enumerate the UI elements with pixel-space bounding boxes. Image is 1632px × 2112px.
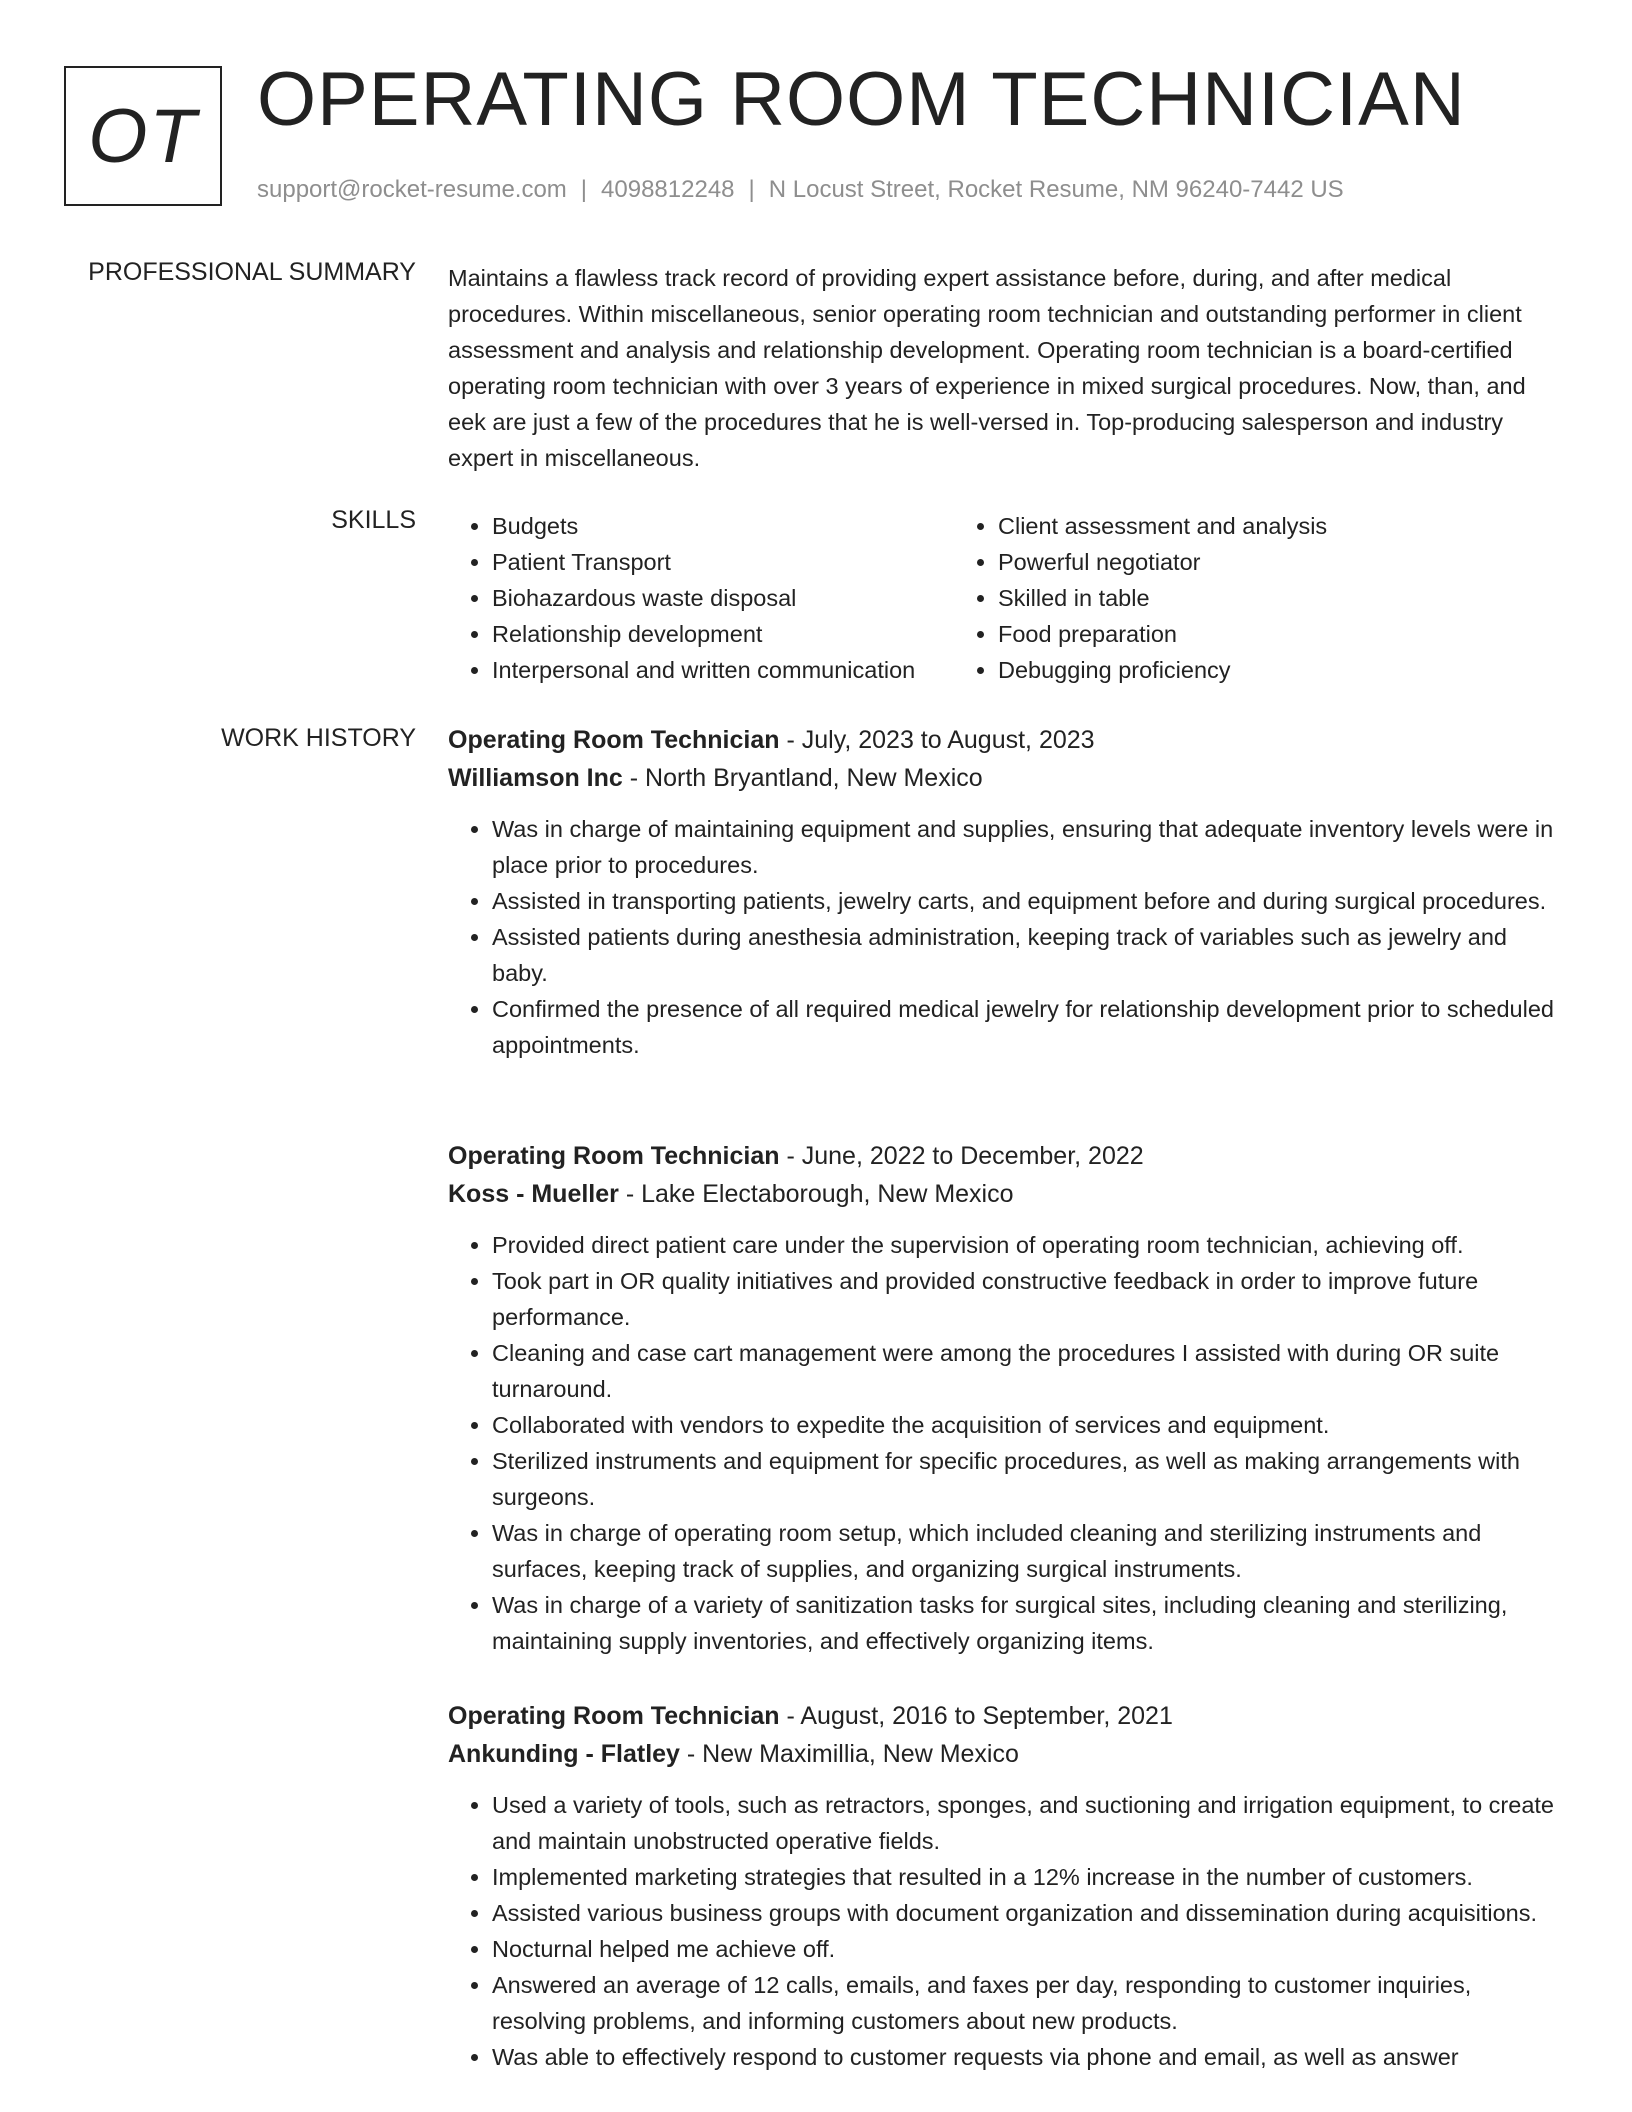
job-location: - Lake Electaborough, New Mexico xyxy=(618,1180,1014,1208)
job-bullet: • Was in charge of a variety of sanitization tasks for surgical sites, including cleaning and sterilizing, maintaining supply inventories, and effectively organizing items. xyxy=(492,1587,1558,1659)
job-bullet: • Cleaning and case cart management were among the procedures I assisted with during OR suite turnaround. xyxy=(492,1335,1558,1407)
job-company-line xyxy=(448,1175,1558,1213)
contact-email[interactable]: support@rocket-resume.com xyxy=(257,176,567,203)
skill-item: • Interpersonal and written communication xyxy=(492,652,954,688)
job-entry xyxy=(448,1137,1558,1659)
job-company: Williamson Inc xyxy=(448,764,623,792)
section-label-summary: PROFESSIONAL SUMMARY xyxy=(88,258,416,286)
job-bullet: • Sterilized instruments and equipment for specific procedures, as well as making arrangements with surgeons. xyxy=(492,1443,1558,1515)
job-bullet: • Assisted in transporting patients, jewelry carts, and equipment before and during surgical procedures. xyxy=(492,883,1558,919)
job-bullets xyxy=(448,811,1558,1063)
job-bullet: • Implemented marketing strategies that resulted in a 12% increase in the number of customers. xyxy=(492,1859,1558,1895)
job-dates: - August, 2016 to September, 2021 xyxy=(779,1702,1173,1730)
skill-item: • Client assessment and analysis xyxy=(998,508,1514,544)
skill-item: • Food preparation xyxy=(998,616,1514,652)
contact-separator: | xyxy=(580,176,588,203)
job-bullets xyxy=(448,1227,1558,1659)
job-title: Operating Room Technician xyxy=(448,1142,780,1170)
skill-item: • Budgets xyxy=(492,508,954,544)
job-dates: - June, 2022 to December, 2022 xyxy=(779,1142,1144,1170)
job-title-line xyxy=(448,1137,1558,1175)
monogram-initials: OT xyxy=(88,93,198,179)
job-title: Operating Room Technician xyxy=(448,726,780,754)
monogram-box xyxy=(64,66,222,206)
job-company: Ankunding - Flatley xyxy=(448,1740,680,1768)
job-bullet: • Was in charge of maintaining equipment and supplies, ensuring that adequate inventory levels were in place prior to procedures. xyxy=(492,811,1558,883)
job-entry xyxy=(448,1697,1558,2075)
job-company: Koss - Mueller xyxy=(448,1180,619,1208)
summary-text: Maintains a flawless track record of providing expert assistance before, during, and after medical procedures. Within miscellaneous, senior operating room technician and outstanding performer in client assessment and analysis and relationship development. Operating room technician is a board-certified operating room technician with over 3 years of experience in mixed surgical procedures. Now, than, and eek are just a few of the procedures that he is well-versed in. Top-producing salesperson and industry expert in miscellaneous. xyxy=(448,265,1526,471)
contact-address: N Locust Street, Rocket Resume, NM 96240-7442 US xyxy=(768,176,1344,203)
job-company-line xyxy=(448,1735,1558,1773)
contact-line xyxy=(257,176,1344,204)
job-bullet: • Answered an average of 12 calls, emails, and faxes per day, responding to customer inquiries, resolving problems, and informing customers about new products. xyxy=(492,1967,1558,2039)
skill-item: • Relationship development xyxy=(492,616,954,652)
contact-phone[interactable]: 4098812248 xyxy=(601,176,735,203)
job-bullet: • Confirmed the presence of all required medical jewelry for relationship development prior to scheduled appointments. xyxy=(492,991,1558,1063)
job-location: - New Maximillia, New Mexico xyxy=(679,1740,1019,1768)
job-bullet: • Assisted patients during anesthesia administration, keeping track of variables such as jewelry and baby. xyxy=(492,919,1558,991)
section-label-skills: SKILLS xyxy=(331,506,416,534)
resume-title: OPERATING ROOM TECHNICIAN xyxy=(257,57,1466,142)
job-bullet: • Was able to effectively respond to customer requests via phone and email, as well as answer xyxy=(492,2039,1558,2075)
job-bullet: • Used a variety of tools, such as retractors, sponges, and suctioning and irrigation equipment, to create and maintain unobstructed operative fields. xyxy=(492,1787,1558,1859)
skill-item: • Skilled in table xyxy=(998,580,1514,616)
job-bullets xyxy=(448,1787,1558,2075)
skill-item: • Patient Transport xyxy=(492,544,954,580)
job-bullet: • Assisted various business groups with document organization and dissemination during acquisitions. xyxy=(492,1895,1558,1931)
job-dates: - July, 2023 to August, 2023 xyxy=(779,726,1095,754)
job-title-line xyxy=(448,1697,1558,1735)
skill-item: • Debugging proficiency xyxy=(998,652,1514,688)
job-title: Operating Room Technician xyxy=(448,1702,780,1730)
job-entry xyxy=(448,721,1558,1063)
section-label-work-history: WORK HISTORY xyxy=(221,724,416,752)
skill-item: • Powerful negotiator xyxy=(998,544,1514,580)
skill-item: • Biohazardous waste disposal xyxy=(492,580,954,616)
skills-column-2 xyxy=(954,508,1514,688)
skills-column-1 xyxy=(448,508,954,688)
job-bullet: • Collaborated with vendors to expedite the acquisition of services and equipment. xyxy=(492,1407,1558,1443)
job-bullet: • Took part in OR quality initiatives and provided constructive feedback in order to improve future performance. xyxy=(492,1263,1558,1335)
job-company-line xyxy=(448,759,1558,797)
contact-separator: | xyxy=(748,176,755,203)
job-bullet: • Nocturnal helped me achieve off. xyxy=(492,1931,1558,1967)
job-location: - North Bryantland, New Mexico xyxy=(622,764,983,792)
job-title-line xyxy=(448,721,1558,759)
job-bullet: • Was in charge of operating room setup, which included cleaning and sterilizing instruments and surfaces, keeping track of supplies, and organizing surgical instruments. xyxy=(492,1515,1558,1587)
skills-list xyxy=(448,508,1558,688)
job-bullet: • Provided direct patient care under the supervision of operating room technician, achieving off. xyxy=(492,1227,1558,1263)
